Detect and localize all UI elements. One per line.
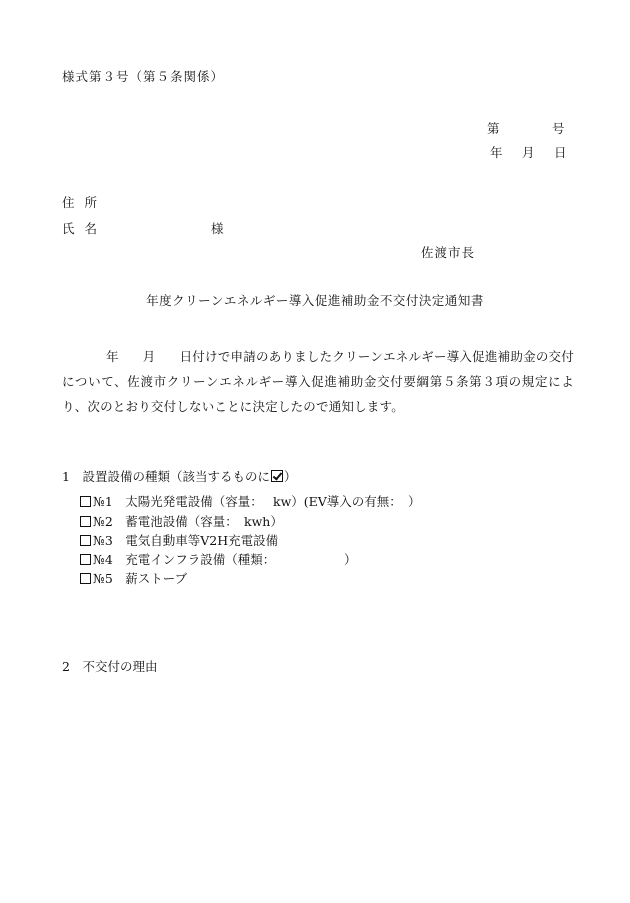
name-label: 氏名 (62, 221, 108, 236)
date-day-label: 日 (554, 145, 567, 160)
checked-box-icon (271, 470, 283, 482)
address-label: 住所 (62, 195, 108, 210)
equipment-item[interactable] (80, 550, 357, 568)
section1-heading (62, 467, 296, 485)
checkbox-icon[interactable] (80, 535, 91, 546)
checkbox-icon[interactable] (80, 516, 91, 527)
body-text: 日付けで申請のありましたクリーンエネルギー導入促進補助金の交付について、佐渡市クリーンエネルギー導入促進補助金交付要綱第５条第３項の規定により、次のとおり交付しないことに決定したので通知します。 (62, 349, 574, 414)
checkbox-icon[interactable] (80, 554, 91, 565)
form-number: 様式第３号（第５条関係） (62, 69, 225, 84)
section2-heading: 2 不交付の理由 (62, 659, 158, 674)
document-number-suffix: 号 (552, 121, 565, 136)
equipment-item-label: №4 充電インフラ設備（種類： ） (93, 552, 357, 567)
equipment-item[interactable] (80, 531, 278, 549)
checkbox-icon[interactable] (80, 496, 91, 507)
body-year: 年 (106, 349, 119, 364)
equipment-item-label: №1 太陽光発電設備（容量： kw）(EV導入の有無： ） (93, 494, 421, 509)
date-year-label: 年 (490, 145, 503, 160)
equipment-item-label: №5 薪ストーブ (93, 571, 188, 586)
equipment-item[interactable] (80, 569, 187, 587)
checkbox-icon[interactable] (80, 573, 91, 584)
section1-heading-prefix: 1 設置設備の種類（該当するものに (62, 469, 270, 484)
section1-heading-suffix: ） (283, 469, 297, 484)
date-month-label: 月 (522, 145, 535, 160)
body-paragraph (62, 344, 574, 419)
equipment-item-label: №2 蓄電池設備（容量： kwh） (93, 514, 283, 529)
equipment-item[interactable] (80, 492, 421, 510)
equipment-item-label: №3 電気自動車等V2H充電設備 (93, 533, 279, 548)
body-month: 月 (142, 349, 156, 364)
document-title: 年度クリーンエネルギー導入促進補助金不交付決定通知書 (146, 293, 484, 308)
document-number-label: 第 (487, 121, 500, 136)
issuer-mayor: 佐渡市長 (421, 245, 476, 260)
equipment-item[interactable] (80, 512, 283, 530)
honorific-sama: 様 (211, 221, 224, 236)
